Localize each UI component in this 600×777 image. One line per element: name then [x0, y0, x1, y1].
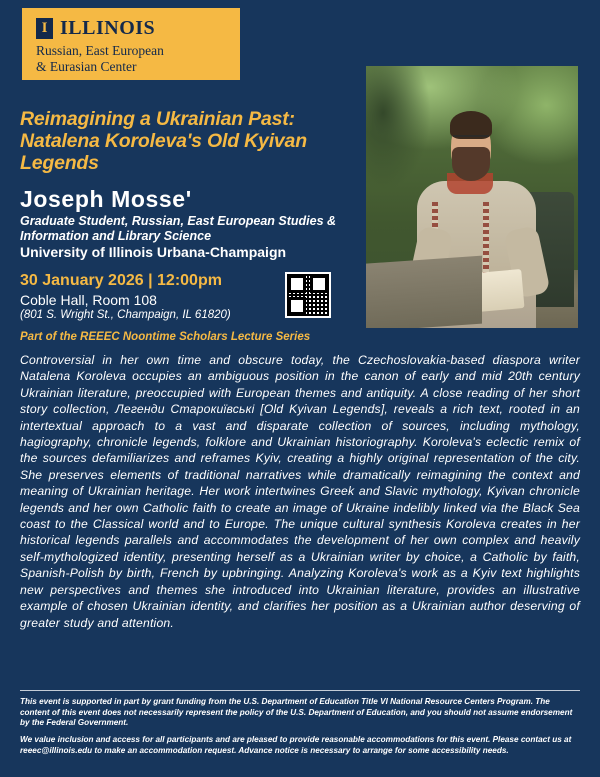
qr-finder-bottom-left — [288, 297, 306, 315]
event-series: Part of the REEEC Noontime Scholars Lecture Series — [20, 331, 311, 343]
illinois-wordmark — [36, 17, 228, 40]
center-name-line2: & Eurasian Center — [36, 59, 137, 74]
qr-finder-top-left — [288, 275, 306, 293]
qr-finder-top-right — [310, 275, 328, 293]
page-title — [20, 108, 340, 174]
speaker-name: Joseph Mosse' — [20, 186, 192, 212]
center-name — [36, 43, 228, 75]
footer-funding-note: This event is supported in part by grant funding from the U.S. Department of Education Title VI National Resource Centers Program. The content of this event does not necessarily represent the policy of the U.S. Department of Education, and you should not assume endorsement by the Federal Government. — [20, 697, 573, 727]
abstract-text: Controversial in her own time and obscure today, the Czechoslovakia-based diaspora writer Natalena Koroleva occupies an ambiguous position in the canon of early and mid 20th century Ukrainian literature, preoccupied with European themes and antiquity. A close reading of her short story collection, Легенди Старокиївські [Old Kyivan Legends], reveals a rich text, rooted in an intertextual approach to a vast and disparate collection of sources, including mythology, hagiography, chronicle legends, folklore and Ukrainian historiography. Koroleva's eclectic remix of the sources defamiliarizes and reframes Kyiv, creating a highly original representation of the city. She preserves elements of traditional narratives while dramatically reimagining the context and meaning of Ukrainian heritage. Her work intertwines Greek and Slavic mythology, Kyivan chronicle legends and her own Catholic faith to create an image of Ukraine indelibly linked via the Black Sea coast to the Classical world and to Europe. The unique cultural synthesis Koroleva creates in her historical legends parallels and accommodates the development of her own complex and heavily self-mythologized identity, presenting herself as a Ukrainian writer by choice, a Catholic by faith, Spanish-Polish by birth, French by upbringing. Analyzing Koroleva's work as a Kyiv text highlights new perspectives and themes she introduced into Ukrainian literature, provides an illustrative example of chosen Ukrainian identity, and clarifies her position as a Ukrainian author deserving of greater study and attention. — [20, 353, 580, 630]
qr-code[interactable] — [285, 272, 331, 318]
event-datetime: 30 January 2026 | 12:00pm — [20, 272, 222, 289]
speaker-photo-image — [366, 66, 578, 328]
speaker-affiliation: Graduate Student, Russian, East European Studies & Information and Library Science — [20, 214, 337, 243]
speaker-institution: University of Illinois Urbana-Champaign — [20, 244, 287, 260]
illinois-reeec-logo-block — [22, 8, 240, 80]
footer-accessibility-note: We value inclusion and access for all participants and are pleased to provide reasonable accommodations for this event. Please contact us at reeec@illinois.edu to make an accommodation request. Advance notice is necessary to arrange for some accessibility needs. — [20, 735, 572, 755]
footer-divider — [20, 690, 580, 691]
page-title-line1: Reimagining a Ukrainian Past: — [20, 108, 295, 130]
speaker-photo — [366, 66, 578, 328]
illinois-block-i-icon: I — [36, 18, 53, 39]
qr-code-pattern — [287, 274, 329, 316]
illinois-wordmark-text: ILLINOIS — [60, 17, 156, 39]
page-title-line2: Natalena Koroleva's Old Kyivan — [20, 130, 307, 152]
event-venue: Coble Hall, Room 108 — [20, 292, 157, 308]
photo-person-beard — [452, 147, 490, 181]
center-name-line1: Russian, East European — [36, 43, 164, 58]
event-address: (801 S. Wright St., Champaign, IL 61820) — [20, 309, 231, 321]
photo-table — [366, 255, 483, 328]
page-title-line3: Legends — [20, 152, 99, 174]
